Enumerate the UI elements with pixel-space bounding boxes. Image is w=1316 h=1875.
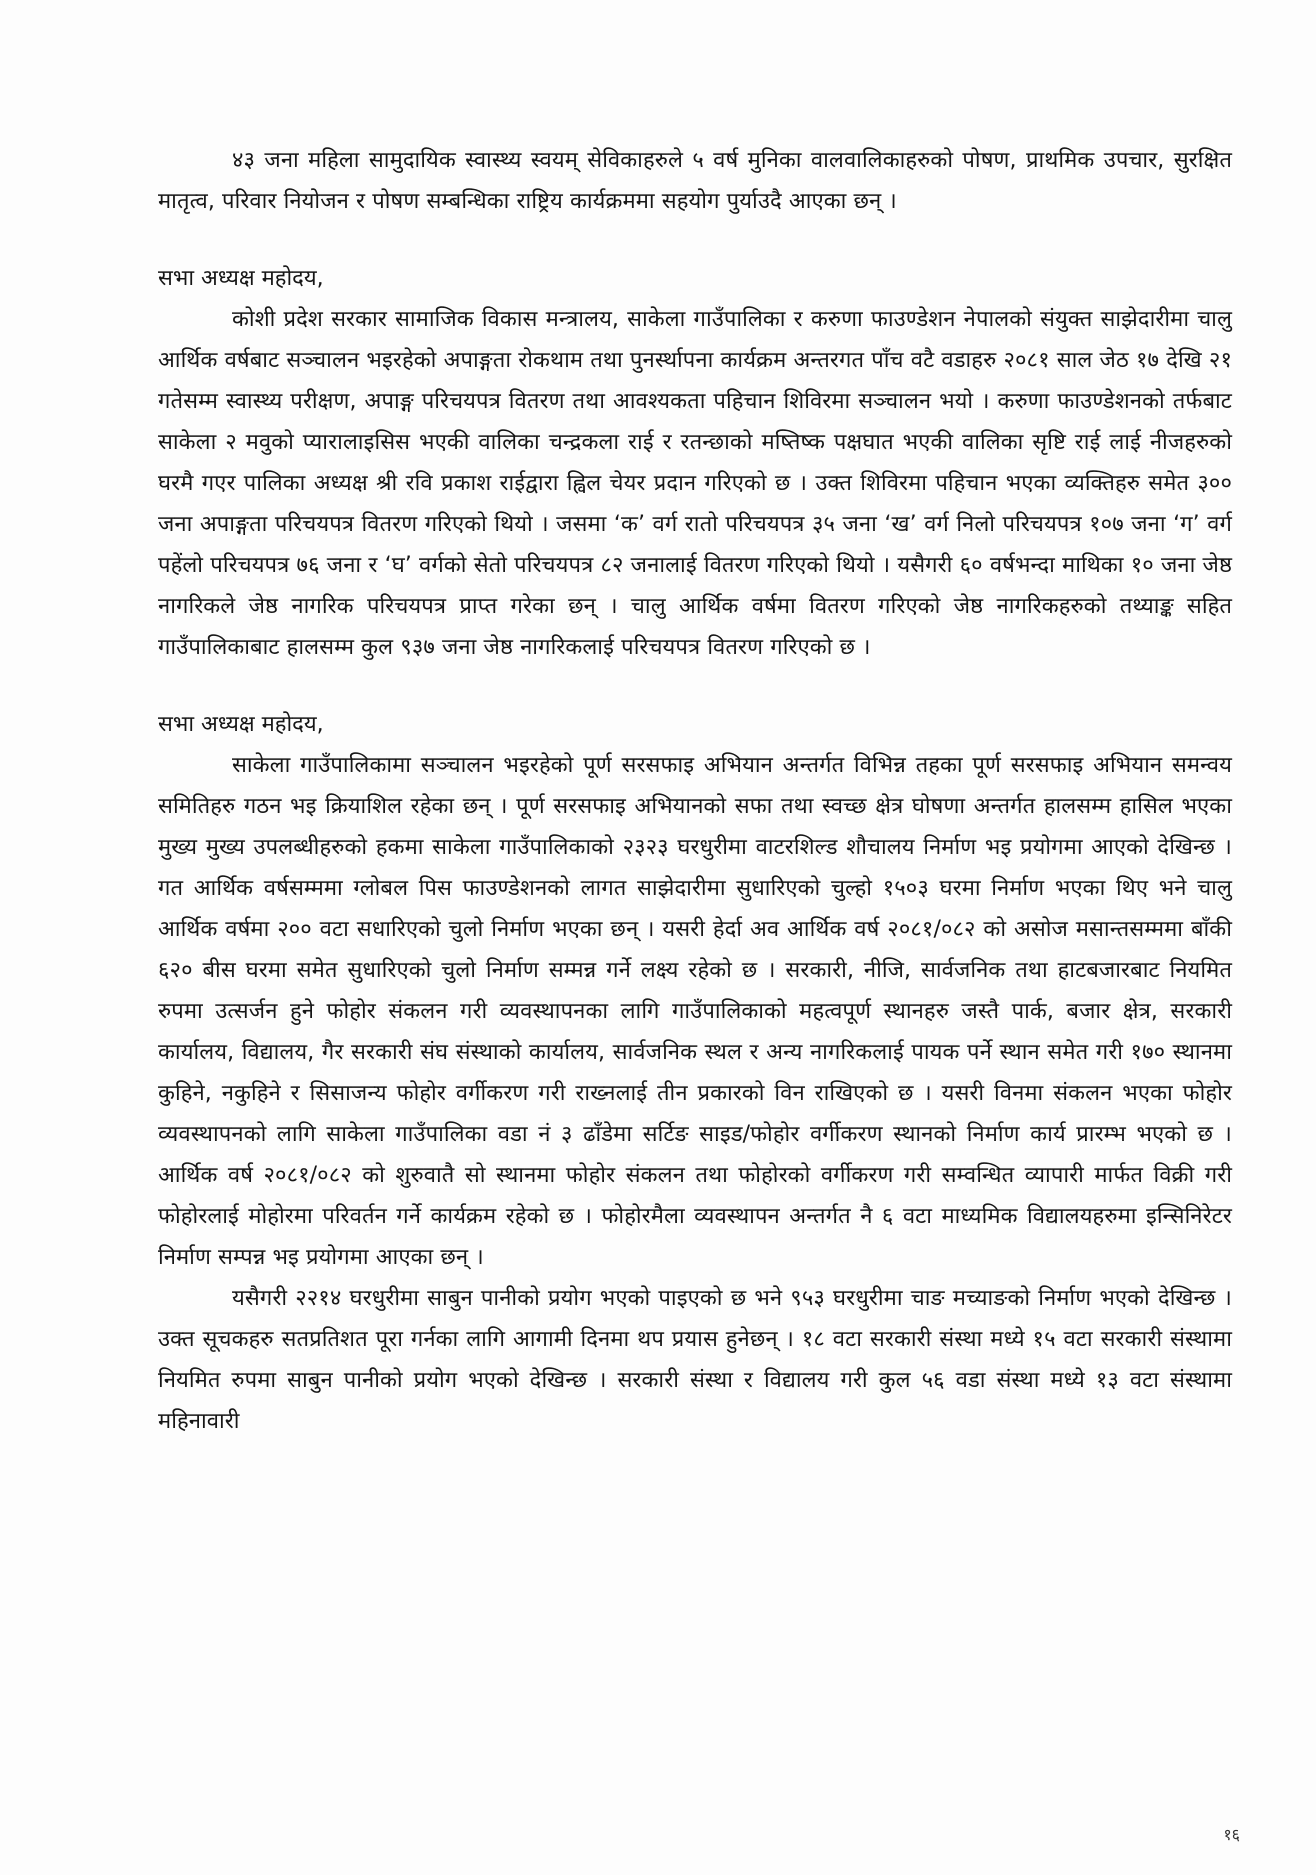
paragraph-sanitation-campaign: साकेला गाउँपालिकामा सञ्चालन भइरहेको पूर्ण सरसफाइ अभियान अन्तर्गत विभिन्न तहका पूर्ण सरसफाइ अभियान समन्वय समितिहरु गठन भइ क्रियाशिल रहेका छन् । पूर्ण सरसफाइ अभियानको सफा तथा स्वच्छ क्षेत्र घोषणा अन्तर्गत हालसम्म हासिल भएका मुख्य मुख्य उपलब्धीहरुको हकमा साकेला गाउँपालिकाको २३२३ घरधुरीमा वाटरशिल्ड शौचालय निर्माण भइ प्रयोगमा आएको देखिन्छ । गत आर्थिक वर्षसम्ममा ग्लोबल पिस फाउण्डेशनको लागत साझेदारीमा सुधारिएको चुल्हो १५०३ घरमा निर्माण भएका थिए भने चालु आर्थिक वर्षमा २०० वटा सधारिएको चुलो निर्माण भएका छन् । यसरी हेर्दा अव आर्थिक वर्ष २०८१/०८२ को असोज मसान्तसम्ममा बाँकी ६२० बीस घरमा समेत सुधारिएको चुलो निर्माण सम्मन्न गर्ने लक्ष्य रहेको छ । सरकारी, नीजि, सार्वजनिक तथा हाटबजारबाट नियमित रुपमा उत्सर्जन हुने फोहोर संकलन गरी व्यवस्थापनका लागि गाउँपालिकाको महत्वपूर्ण स्थानहरु जस्तै पार्क, बजार क्षेत्र, सरकारी कार्यालय, विद्यालय, गैर सरकारी संघ संस्थाको कार्यालय, सार्वजनिक स्थल र अन्य नागरिकलाई पायक पर्ने स्थान समेत गरी १७० स्थानमा कुहिने, नकुहिने र सिसाजन्य फोहोर वर्गीकरण गरी राख्नलाई तीन प्रकारको विन राखिएको छ । यसरी विनमा संकलन भएका फोहोर व्यवस्थापनको लागि साकेला गाउँपालिका वडा नं ३ ढाँडेमा सर्टिङ साइड/फोहोर वर्गीकरण स्थानको निर्माण कार्य प्रारम्भ भएको छ । आर्थिक वर्ष २०८१/०८२ को शुरुवातै सो स्थानमा फोहोर संकलन तथा फोहोरको वर्गीकरण गरी सम्वन्धित व्यापारी मार्फत विक्री गरी फोहोरलाई मोहोरमा परिवर्तन गर्ने कार्यक्रम रहेको छ । फोहोरमैला व्यवस्थापन अन्तर्गत नै ६ वटा माध्यमिक विद्यालयहरुमा इन्सिनिरेटर निर्माण सम्पन्न भइ प्रयोगमा आएका छन् । — [158, 753, 1232, 1270]
paragraph-disability-program: कोशी प्रदेश सरकार सामाजिक विकास मन्त्रालय, साकेला गाउँपालिका र करुणा फाउण्डेशन नेपालको संयुक्त साझेदारीमा चालु आर्थिक वर्षबाट सञ्चालन भइरहेको अपाङ्गता रोकथाम तथा पुनर्स्थापना कार्यक्रम अन्तरगत पाँच वटै वडाहरु २०८१ साल जेठ १७ देखि २१ गतेसम्म स्वास्थ्य परीक्षण, अपाङ्ग परिचयपत्र वितरण तथा आवश्यकता पहिचान शिविरमा सञ्चालन भयो । करुणा फाउण्डेशनको तर्फबाट साकेला २ मवुको प्यारालाइसिस भएकी वालिका चन्द्रकला राई र रतन्छाको मष्तिष्क पक्षघात भएकी वालिका सृष्टि राई लाई नीजहरुको घरमै गएर पालिका अध्यक्ष श्री रवि प्रकाश राईद्वारा ह्विल चेयर प्रदान गरिएको छ । उक्त शिविरमा पहिचान भएका व्यक्तिहरु समेत ३०० जना अपाङ्गता परिचयपत्र वितरण गरिएको थियो । जसमा ‘क’ वर्ग रातो परिचयपत्र ३५ जना ‘ख’ वर्ग निलो परिचयपत्र १०७ जना ‘ग’ वर्ग पहेंलो परिचयपत्र ७६ जना र ‘घ’ वर्गको सेतो परिचयपत्र ८२ जनालाई वितरण गरिएको थियो । यसैगरी ६० वर्षभन्दा माथिका १० जना जेष्ठ नागरिकले जेष्ठ नागरिक परिचयपत्र प्राप्त गरेका छन् । चालु आर्थिक वर्षमा वितरण गरिएको जेष्ठ नागरिकहरुको तथ्याङ्क सहित गाउँपालिकाबाट हालसम्म कुल ९३७ जना जेष्ठ नागरिकलाई परिचयपत्र वितरण गरिएको छ । — [158, 307, 1232, 660]
spacer — [158, 222, 1232, 258]
document-body — [158, 140, 1232, 1442]
salutation-chairperson-1: सभा अध्यक्ष महोदय, — [158, 266, 324, 291]
paragraph-health-volunteers: ४३ जना महिला सामुदायिक स्वास्थ्य स्वयम् सेविकाहरुले ५ वर्ष मुनिका वालवालिकाहरुको पोषण, प्राथमिक उपचार, सुरक्षित मातृत्व, परिवार नियोजन र पोषण सम्बन्धिका राष्ट्रिय कार्यक्रममा सहयोग पुर्याउदै आएका छन् । — [158, 148, 1232, 214]
page-number: १६ — [1223, 1825, 1240, 1844]
salutation-chairperson-2: सभा अध्यक्ष महोदय, — [158, 712, 324, 737]
spacer — [158, 668, 1232, 704]
paragraph-hygiene-indicators: यसैगरी २२१४ घरधुरीमा साबुन पानीको प्रयोग भएको पाइएको छ भने ९५३ घरधुरीमा चाङ मच्याङको निर्माण भएको देखिन्छ । उक्त सूचकहरु सतप्रतिशत पूरा गर्नका लागि आगामी दिनमा थप प्रयास हुनेछन् । १८ वटा सरकारी संस्था मध्ये १५ वटा सरकारी संस्थामा नियमित रुपमा साबुन पानीको प्रयोग भएको देखिन्छ । सरकारी संस्था र विद्यालय गरी कुल ५६ वडा संस्था मध्ये १३ वटा संस्थामा महिनावारी — [158, 1286, 1232, 1434]
